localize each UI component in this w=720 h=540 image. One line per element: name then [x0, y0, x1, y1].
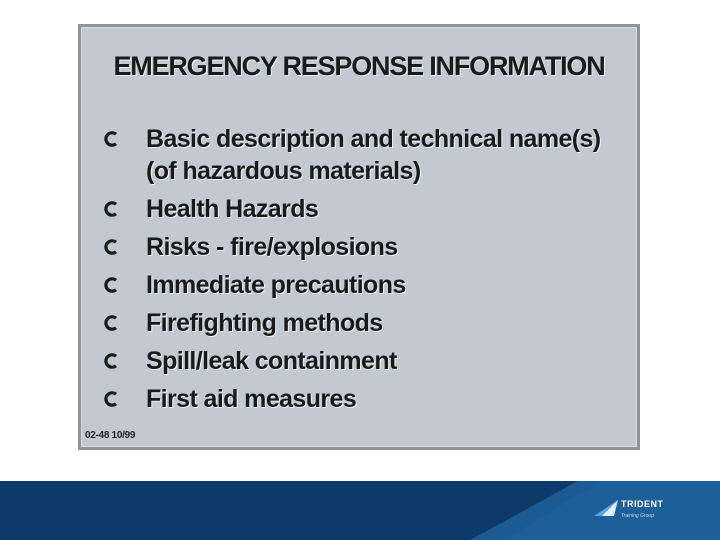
bullet-text: Firefighting methods: [146, 309, 383, 337]
hollow-circle-bullet-icon: [103, 383, 124, 413]
logo-tagline: Training Group: [621, 513, 654, 519]
trident-logo-icon: [592, 496, 620, 518]
list-item: [103, 269, 601, 301]
hollow-circle-bullet-icon: [103, 231, 124, 261]
bullet-list: [103, 123, 601, 421]
list-item: [103, 345, 601, 377]
list-item: [103, 193, 601, 225]
bullet-text: Health Hazards: [146, 195, 319, 223]
hollow-circle-bullet-icon: [103, 123, 124, 153]
bullet-text: Immediate precautions: [146, 271, 406, 299]
list-item: [103, 123, 601, 187]
slide-code: 02-48 10/99: [85, 430, 136, 441]
list-item: [103, 307, 601, 339]
hollow-circle-bullet-icon: [103, 269, 124, 299]
list-item: [103, 231, 601, 263]
slide-title: EMERGENCY RESPONSE INFORMATION: [113, 51, 605, 81]
hollow-circle-bullet-icon: [103, 193, 124, 223]
hollow-circle-bullet-icon: [103, 307, 124, 337]
list-item: [103, 383, 601, 415]
trident-logo: [592, 496, 682, 532]
hollow-circle-bullet-icon: [103, 345, 124, 375]
bullet-text: Risks - fire/explosions: [146, 233, 398, 261]
bullet-text: Spill/leak containment: [146, 347, 397, 375]
bullet-text: First aid measures: [146, 385, 357, 413]
bullet-text: Basic description and technical name(s) (of hazardous materials): [146, 125, 601, 185]
slide-panel: [78, 24, 640, 450]
logo-text: TRIDENT: [621, 499, 664, 509]
